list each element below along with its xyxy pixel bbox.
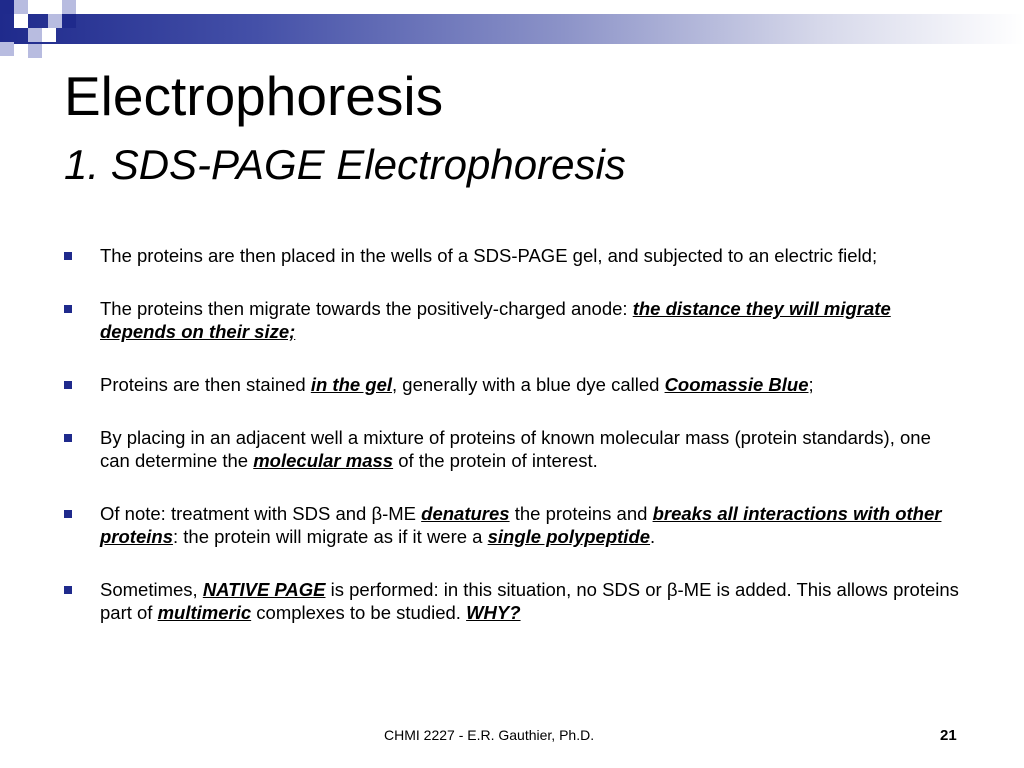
emphasized-text: WHY?	[466, 602, 521, 623]
decorative-square	[28, 0, 42, 14]
slide-title: Electrophoresis	[64, 65, 444, 127]
square-bullet-icon	[64, 381, 72, 389]
emphasized-text: NATIVE PAGE	[202, 579, 326, 600]
emphasized-text: single polypeptide	[487, 526, 651, 547]
page-number: 21	[940, 727, 957, 744]
emphasized-text: denatures	[421, 503, 510, 524]
decorative-square	[48, 14, 62, 28]
decorative-square	[0, 42, 14, 56]
bullet-item	[64, 502, 964, 548]
bullet-text: .	[650, 526, 656, 547]
emphasized-text: in the gel	[310, 374, 393, 395]
bullet-text: , generally with a blue dye called	[392, 374, 665, 395]
square-bullet-icon	[64, 434, 72, 442]
emphasized-text: breaks all interactions with other proteins	[100, 503, 942, 547]
bullet-item	[64, 578, 964, 624]
bullet-text: is performed: in this situation, no SDS or β-ME is added. This allows proteins part of	[100, 579, 959, 623]
emphasized-text: Coomassie Blue	[664, 374, 809, 395]
bullet-item	[64, 426, 964, 472]
bullet-item	[64, 373, 964, 396]
emphasized-text: multimeric	[157, 602, 252, 623]
slide-subtitle: 1. SDS-PAGE Electrophoresis	[64, 141, 626, 188]
bullet-text: of the protein of interest.	[393, 450, 598, 471]
decorative-square	[0, 0, 14, 14]
decorative-square	[14, 14, 28, 28]
bullet-text: ;	[808, 374, 814, 395]
square-bullet-icon	[64, 252, 72, 260]
decorative-square	[62, 0, 76, 14]
bullet-item	[64, 244, 964, 267]
square-bullet-icon	[64, 510, 72, 518]
decorative-square	[14, 0, 28, 14]
bullet-text: complexes to be studied.	[251, 602, 467, 623]
decorative-square	[28, 28, 42, 42]
bullet-text: Sometimes,	[100, 579, 203, 600]
bullet-text: Of note: treatment with SDS and β-ME	[100, 503, 422, 524]
square-bullet-icon	[64, 305, 72, 313]
decorative-square	[62, 14, 76, 28]
emphasized-text: molecular mass	[253, 450, 394, 471]
bullet-text: By placing in an adjacent well a mixture of proteins of known molecular mass (protein standards), one can determine the	[100, 427, 931, 471]
decorative-square	[42, 28, 56, 42]
bullet-text: The proteins then migrate towards the positively-charged anode:	[100, 298, 633, 319]
bullet-text: Proteins are then stained	[100, 374, 311, 395]
decorative-square	[28, 44, 42, 58]
square-bullet-icon	[64, 586, 72, 594]
header-gradient-bar	[0, 14, 1024, 44]
bullet-list	[64, 244, 964, 624]
bullet-text: The proteins are then placed in the wells of a SDS-PAGE gel, and subjected to an electric field;	[100, 245, 878, 266]
emphasized-text: the distance they will migrate depends on their size;	[100, 298, 891, 342]
bullet-text: : the protein will migrate as if it were a	[172, 526, 488, 547]
footer-text: CHMI 2227 - E.R. Gauthier, Ph.D.	[384, 727, 595, 743]
bullet-text: the proteins and	[509, 503, 653, 524]
bullet-item	[64, 297, 964, 343]
